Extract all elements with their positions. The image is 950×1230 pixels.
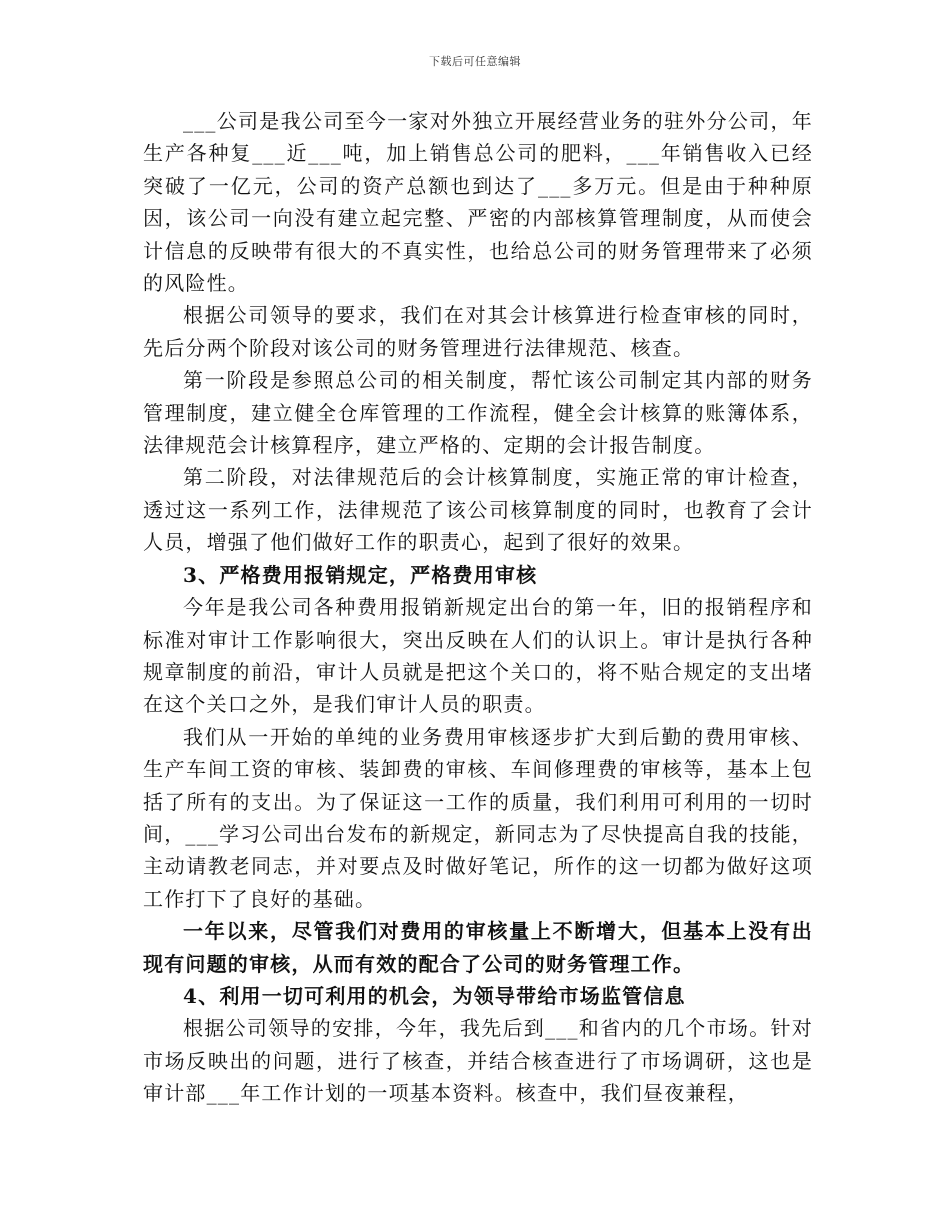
paragraph-audit-scope: 我们从一开始的单纯的业务费用审核逐步扩大到后勤的费用审核、生产车间工资的审核、装卸费的审核、车间修理费的审核等，基本上包括了所有的支出。为了保证这一工作的质量，我们利用可利用的一切时间，___学习公司出台发布的新规定，新同志为了尽快提高自我的技能，主动请教老同志，并对要点及时做好笔记，所作的这一切都为做好这项工作打下了良好的基础。 <box>143 724 813 911</box>
page-header: 下载后可任意编辑 <box>429 55 521 68</box>
paragraph-two-stage-review: 根据公司领导的要求，我们在对其会计核算进行检查审核的同时，先后分两个阶段对该公司的财务管理进行法律规范、核查。 <box>143 303 813 360</box>
paragraph-market-inspection: 根据公司领导的安排，今年，我先后到___和省内的几个市场。针对市场反映出的问题，进行了核查，并结合核查进行了市场调研，这也是审计部___年工作计划的一项基本资料。核查中，我们昼夜兼程， <box>143 1016 813 1106</box>
paragraph-stage-one: 第一阶段是参照总公司的相关制度，帮忙该公司制定其内部的财务管理制度，建立健全仓库管理的工作流程，健全会计核算的账簿体系，法律规范会计核算程序，建立严格的、定期的会计报告制度。 <box>143 368 813 458</box>
paragraph-year-summary: 一年以来，尽管我们对费用的审核量上不断增大，但基本上没有出现有问题的审核，从而有效的配合了公司的财务管理工作。 <box>143 919 813 976</box>
document-body <box>143 105 813 1110</box>
section-heading-market-info: 4、利用一切可利用的机会，为领导带给市场监管信息 <box>183 983 686 1008</box>
paragraph-branch-company-intro: ___公司是我公司至今一家对外独立开展经营业务的驻外分公司，年生产各种复___近___吨，加上销售总公司的肥料，___年销售收入已经突破了一亿元，公司的资产总额也到达了___多万元。但是由于种种原因，该公司一向没有建立起完整、严密的内部核算管理制度，从而使会计信息的反映带有很大的不真实性，也给总公司的财务管理带来了必须的风险性。 <box>143 109 813 296</box>
paragraph-new-expense-rules: 今年是我公司各种费用报销新规定出台的第一年，旧的报销程序和标准对审计工作影响很大，突出反映在人们的认识上。审计是执行各种规章制度的前沿，审计人员就是把这个关口的，将不贴合规定的支出堵在这个关口之外，是我们审计人员的职责。 <box>143 595 813 717</box>
section-heading-expense-rules: 3、严格费用报销规定，严格费用审核 <box>183 562 538 587</box>
paragraph-stage-two: 第二阶段，对法律规范后的会计核算制度，实施正常的审计检查，透过这一系列工作，法律规范了该公司核算制度的同时，也教育了会计人员，增强了他们做好工作的职责心，起到了很好的效果。 <box>143 465 813 555</box>
